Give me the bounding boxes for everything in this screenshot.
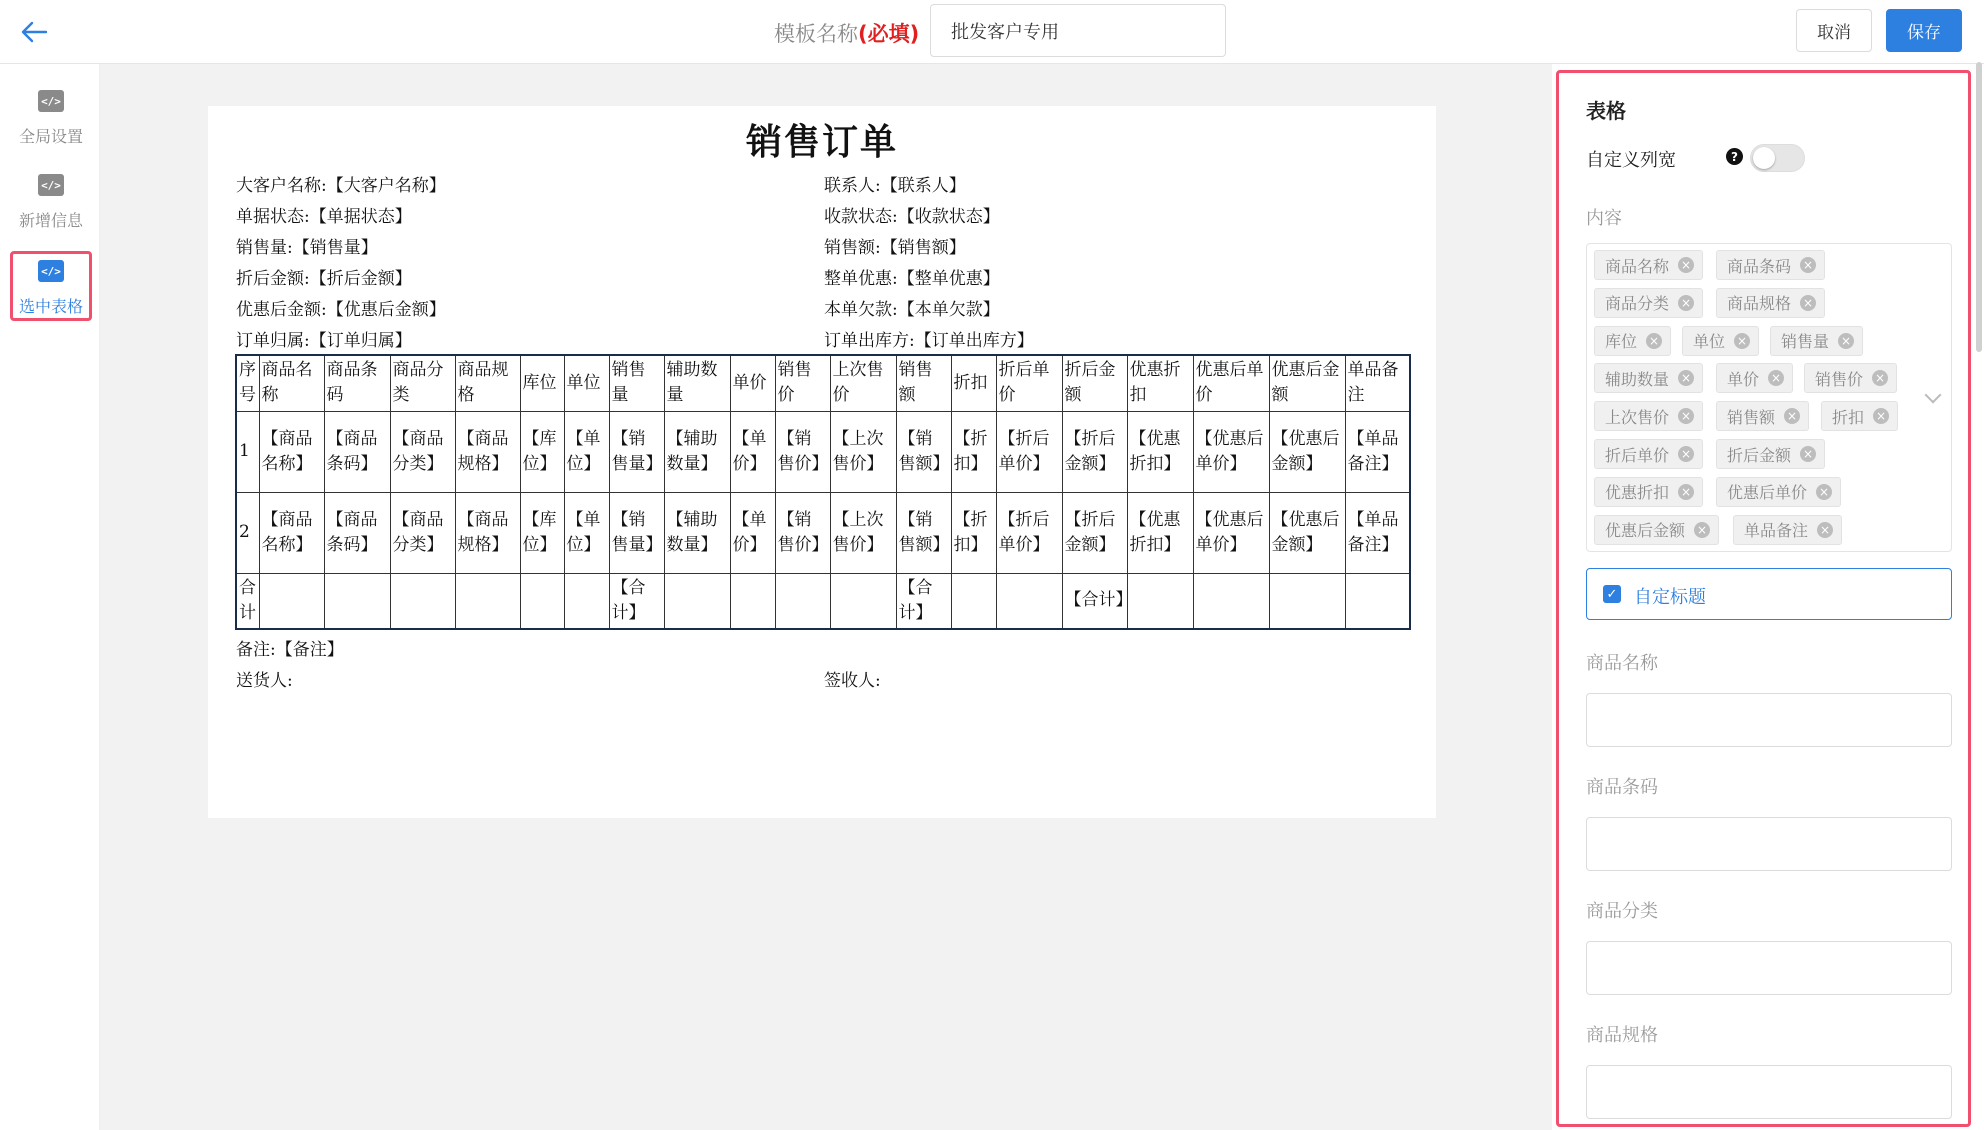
content-tag[interactable]	[1804, 363, 1897, 393]
content-tag[interactable]	[1821, 401, 1898, 431]
content-tag-label: 销售量	[1781, 332, 1830, 352]
table-cell: 【商品分类】	[390, 411, 455, 492]
table-header-row	[236, 355, 1410, 411]
content-tag[interactable]	[1594, 401, 1703, 431]
title-field-input[interactable]	[1586, 1065, 1952, 1119]
content-tag-label: 商品规格	[1727, 294, 1792, 314]
content-tag-label: 单价	[1727, 369, 1760, 389]
toggle-knob	[1753, 147, 1775, 169]
sidebar-item-select-table[interactable]	[10, 251, 92, 321]
doc-field: 折后金额:【折后金额】	[236, 269, 412, 289]
table-cell: 【优惠后金额】	[1269, 492, 1345, 573]
table-cell: 【折后单价】	[996, 492, 1062, 573]
content-tag-label: 商品分类	[1605, 294, 1670, 314]
custom-width-label: 自定义列宽	[1586, 150, 1676, 171]
content-tag-label: 折后单价	[1605, 445, 1670, 465]
cancel-button[interactable]: 取消	[1796, 9, 1872, 52]
doc-field: 整单优惠:【整单优惠】	[824, 269, 1000, 289]
close-icon[interactable]: ×	[1838, 333, 1854, 349]
total-cell	[259, 573, 324, 629]
close-icon[interactable]: ×	[1678, 257, 1694, 273]
table-header-cell: 销售额	[896, 355, 951, 411]
table-cell: 【单价】	[730, 411, 775, 492]
preview-canvas	[100, 64, 1552, 1130]
content-tag-label: 折扣	[1832, 407, 1865, 427]
content-tag[interactable]	[1733, 515, 1842, 545]
document-paper	[208, 106, 1436, 818]
table-cell: 【优惠后单价】	[1193, 492, 1269, 573]
doc-field: 单据状态:【单据状态】	[236, 207, 412, 227]
close-icon[interactable]: ×	[1800, 295, 1816, 311]
table-header-cell: 单品备注	[1345, 355, 1410, 411]
table-cell: 【单价】	[730, 492, 775, 573]
table-cell: 【单位】	[564, 492, 609, 573]
content-tag-label: 销售价	[1815, 369, 1864, 389]
panel-scrollbar[interactable]	[1976, 62, 1982, 352]
total-cell	[951, 573, 996, 629]
doc-remark: 备注:【备注】	[236, 640, 344, 660]
title-field-label: 商品分类	[1586, 901, 1658, 922]
table-header-cell: 商品条码	[324, 355, 390, 411]
code-icon: </>	[38, 260, 64, 282]
table-header-cell: 上次售价	[830, 355, 896, 411]
close-icon[interactable]: ×	[1678, 370, 1694, 386]
table-settings-panel	[1556, 70, 1971, 1127]
content-tag-label: 单品备注	[1744, 521, 1809, 541]
content-tag-label: 折后金额	[1727, 445, 1792, 465]
title-field-label: 商品名称	[1586, 653, 1658, 674]
table-cell: 【商品名称】	[259, 411, 324, 492]
table-header-cell: 销售价	[775, 355, 830, 411]
table-header-cell: 商品名称	[259, 355, 324, 411]
table-row	[236, 411, 1410, 492]
total-cell	[830, 573, 896, 629]
table-header-cell: 库位	[520, 355, 564, 411]
sidebar-item-label: 全局设置	[18, 127, 83, 146]
total-cell	[730, 573, 775, 629]
total-label-cell: 合计	[236, 573, 259, 629]
doc-deliverer: 送货人:	[236, 671, 293, 691]
content-tag-label: 辅助数量	[1605, 369, 1670, 389]
table-header-cell: 优惠后单价	[1193, 355, 1269, 411]
content-tag-label: 商品条码	[1727, 256, 1792, 276]
content-tag[interactable]	[1594, 363, 1703, 393]
total-cell	[1269, 573, 1345, 629]
custom-title-label: 自定标题	[1634, 587, 1706, 608]
chevron-down-icon[interactable]	[1925, 387, 1942, 404]
total-cell	[520, 573, 564, 629]
total-cell	[455, 573, 520, 629]
table-cell: 【折扣】	[951, 492, 996, 573]
doc-field: 销售量:【销售量】	[236, 238, 378, 258]
close-icon[interactable]: ×	[1873, 408, 1889, 424]
close-icon[interactable]: ×	[1734, 333, 1750, 349]
content-tag-label: 优惠后单价	[1727, 483, 1808, 503]
close-icon[interactable]: ×	[1800, 257, 1816, 273]
close-icon[interactable]: ×	[1784, 408, 1800, 424]
title-field-input[interactable]	[1586, 941, 1952, 995]
table-cell: 【优惠折扣】	[1127, 411, 1193, 492]
close-icon[interactable]: ×	[1678, 446, 1694, 462]
table-cell: 【销售量】	[609, 492, 664, 573]
close-icon[interactable]: ×	[1872, 370, 1888, 386]
doc-field: 销售额:【销售额】	[824, 238, 966, 258]
table-header-cell: 商品规格	[455, 355, 520, 411]
required-mark: (必填)	[858, 22, 920, 46]
doc-field: 订单出库方:【订单出库方】	[824, 331, 1034, 351]
doc-field: 大客户名称:【大客户名称】	[236, 176, 446, 196]
total-cell: 【合计】	[609, 573, 664, 629]
total-cell	[324, 573, 390, 629]
content-tag[interactable]	[1594, 477, 1703, 507]
table-cell: 【上次售价】	[830, 492, 896, 573]
table-cell: 【优惠后金额】	[1269, 411, 1345, 492]
table-cell: 【商品条码】	[324, 492, 390, 573]
table-header-cell: 折后金额	[1062, 355, 1127, 411]
table-header-cell: 优惠折扣	[1127, 355, 1193, 411]
table-header-cell: 折扣	[951, 355, 996, 411]
title-field-input[interactable]	[1586, 817, 1952, 871]
doc-field: 联系人:【联系人】	[824, 176, 966, 196]
table-header-cell: 序号	[236, 355, 259, 411]
content-label: 内容	[1586, 208, 1622, 229]
close-icon[interactable]: ×	[1768, 370, 1784, 386]
total-cell	[564, 573, 609, 629]
close-icon[interactable]: ×	[1646, 333, 1662, 349]
table-cell: 【折后金额】	[1062, 411, 1127, 492]
content-tag-label: 商品名称	[1605, 256, 1670, 276]
table-cell: 【折扣】	[951, 411, 996, 492]
table-header-cell: 辅助数量	[664, 355, 730, 411]
table-header-cell: 销售量	[609, 355, 664, 411]
left-sidebar	[0, 64, 100, 1130]
content-tag-label: 优惠后金额	[1605, 521, 1686, 541]
content-tag[interactable]	[1594, 515, 1719, 545]
question-circle-icon[interactable]: ?	[1726, 148, 1743, 165]
close-icon[interactable]: ×	[1678, 295, 1694, 311]
table-header-cell: 折后单价	[996, 355, 1062, 411]
doc-field: 收款状态:【收款状态】	[824, 207, 1000, 227]
table-cell: 【折后金额】	[1062, 492, 1127, 573]
content-tag[interactable]	[1716, 439, 1825, 469]
table-cell: 【上次售价】	[830, 411, 896, 492]
total-cell	[775, 573, 830, 629]
row-number-cell: 1	[236, 411, 259, 492]
table-cell: 【销售额】	[896, 411, 951, 492]
content-tag[interactable]	[1716, 401, 1809, 431]
close-icon[interactable]: ×	[1678, 484, 1694, 500]
close-icon[interactable]: ×	[1816, 484, 1832, 500]
check-icon: ✓	[1603, 585, 1621, 603]
table-cell: 【商品分类】	[390, 492, 455, 573]
content-tag[interactable]	[1716, 363, 1793, 393]
table-cell: 【销售额】	[896, 492, 951, 573]
title-field-label: 商品条码	[1586, 777, 1658, 798]
template-name-label: 模板名称(必填)	[774, 22, 920, 46]
table-cell: 【单品备注】	[1345, 411, 1410, 492]
table-cell: 【库位】	[520, 411, 564, 492]
title-field-label: 商品规格	[1586, 1025, 1658, 1046]
table-cell: 【优惠折扣】	[1127, 492, 1193, 573]
table-cell: 【单位】	[564, 411, 609, 492]
table-cell: 【辅助数量】	[664, 492, 730, 573]
sidebar-item-global-settings[interactable]	[10, 84, 92, 154]
table-cell: 【商品规格】	[455, 411, 520, 492]
doc-field: 订单归属:【订单归属】	[236, 331, 412, 351]
table-cell: 【商品条码】	[324, 411, 390, 492]
table-cell: 【销售量】	[609, 411, 664, 492]
code-icon: </>	[38, 90, 64, 112]
table-cell: 【商品名称】	[259, 492, 324, 573]
table-cell: 【销售价】	[775, 492, 830, 573]
table-row	[236, 492, 1410, 573]
table-header-cell: 商品分类	[390, 355, 455, 411]
content-tag-label: 销售额	[1727, 407, 1776, 427]
table-header-cell: 单位	[564, 355, 609, 411]
row-number-cell: 2	[236, 492, 259, 573]
close-icon[interactable]: ×	[1678, 408, 1694, 424]
title-field-input[interactable]	[1586, 693, 1952, 747]
top-bar	[0, 0, 1984, 64]
custom-title-checkbox[interactable]	[1586, 568, 1952, 620]
close-icon[interactable]: ×	[1817, 522, 1833, 538]
total-cell	[390, 573, 455, 629]
content-tag[interactable]	[1716, 288, 1825, 318]
content-tag-label: 库位	[1605, 332, 1638, 352]
table-cell: 【销售价】	[775, 411, 830, 492]
table-cell: 【优惠后单价】	[1193, 411, 1269, 492]
code-icon: </>	[38, 174, 64, 196]
content-tag[interactable]	[1682, 326, 1759, 356]
content-tag[interactable]	[1594, 439, 1703, 469]
content-tag[interactable]	[1594, 250, 1703, 280]
content-tag-label: 上次售价	[1605, 407, 1670, 427]
total-cell	[1193, 573, 1269, 629]
document-title: 销售订单	[745, 121, 898, 163]
template-name-input[interactable]	[930, 4, 1226, 57]
total-cell: 【合计】	[896, 573, 951, 629]
content-tag[interactable]	[1594, 288, 1703, 318]
content-tag-label: 优惠折扣	[1605, 483, 1670, 503]
doc-field: 优惠后金额:【优惠后金额】	[236, 300, 446, 320]
order-table[interactable]	[235, 354, 1411, 630]
content-tag[interactable]	[1716, 477, 1841, 507]
arrow-left-icon[interactable]	[18, 16, 50, 48]
table-total-row	[236, 573, 1410, 629]
table-cell: 【库位】	[520, 492, 564, 573]
content-tag[interactable]	[1594, 326, 1671, 356]
total-cell	[996, 573, 1062, 629]
total-cell	[1345, 573, 1410, 629]
panel-title: 表格	[1586, 99, 1626, 123]
total-cell: 【合计】	[1062, 573, 1127, 629]
close-icon[interactable]: ×	[1800, 446, 1816, 462]
table-header-cell: 单价	[730, 355, 775, 411]
doc-field: 本单欠款:【本单欠款】	[824, 300, 1000, 320]
total-cell	[664, 573, 730, 629]
close-icon[interactable]: ×	[1694, 522, 1710, 538]
content-tag[interactable]	[1770, 326, 1863, 356]
table-cell: 【单品备注】	[1345, 492, 1410, 573]
doc-receiver: 签收人:	[824, 671, 881, 691]
table-cell: 【商品规格】	[455, 492, 520, 573]
sidebar-item-label: 新增信息	[18, 211, 83, 230]
table-cell: 【辅助数量】	[664, 411, 730, 492]
content-multiselect[interactable]	[1586, 243, 1952, 552]
content-tag-label: 单位	[1693, 332, 1726, 352]
save-button[interactable]: 保存	[1886, 9, 1962, 52]
sidebar-item-add-info[interactable]	[10, 168, 92, 238]
total-cell	[1127, 573, 1193, 629]
content-tag[interactable]	[1716, 250, 1825, 280]
custom-width-toggle[interactable]	[1750, 144, 1805, 172]
sidebar-item-label: 选中表格	[18, 297, 83, 316]
table-header-cell: 优惠后金额	[1269, 355, 1345, 411]
table-cell: 【折后单价】	[996, 411, 1062, 492]
